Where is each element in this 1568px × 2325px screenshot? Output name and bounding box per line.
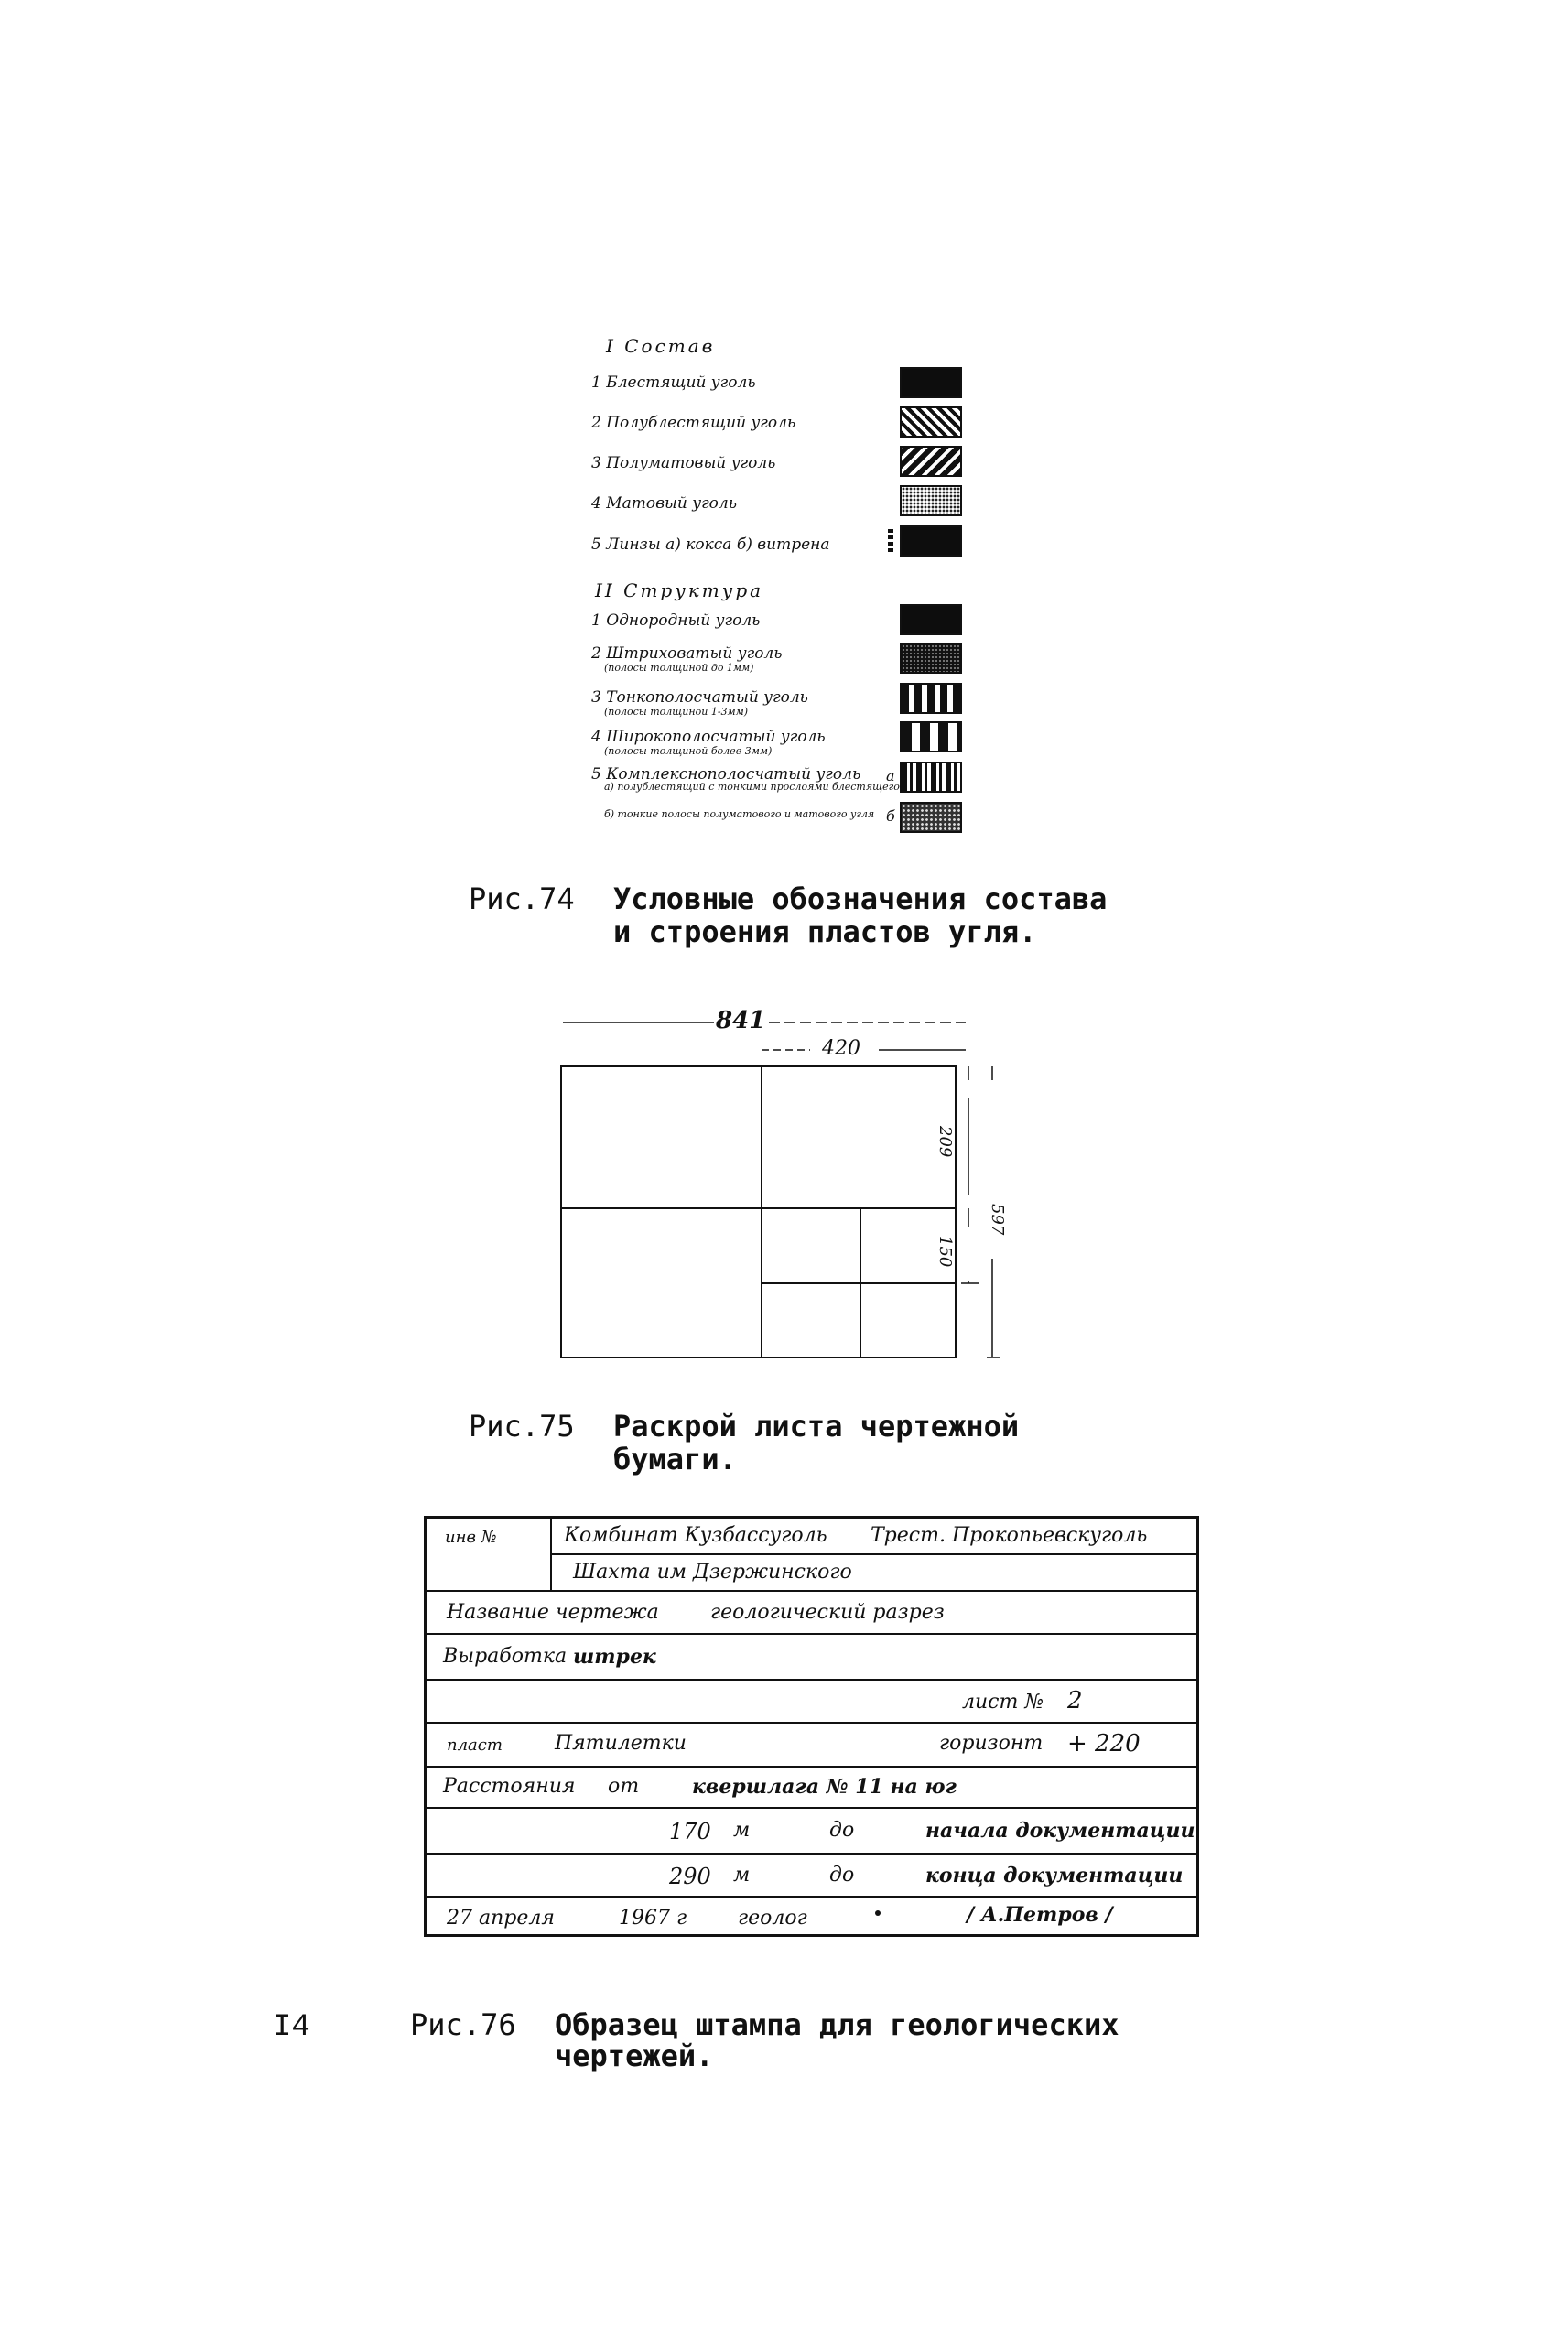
horizon-label: горизонт (939, 1732, 1044, 1755)
sheet-number-label: лист № (962, 1691, 1044, 1714)
distance-start-value: 170 (669, 1819, 711, 1844)
legend-item-label: 2 Штриховатый уголь (591, 644, 783, 663)
figure-76-caption (410, 2008, 516, 2041)
legend-item-label: 3 Полуматовый уголь (591, 454, 776, 472)
legend-item-note: б) тонкие полосы полуматового и матового угля (604, 808, 875, 820)
distance-start-to: до (829, 1819, 855, 1842)
variant-a-marker: а (886, 767, 895, 784)
legend-item-label: 1 Однородный уголь (591, 611, 761, 630)
distance-start-unit: м (733, 1819, 751, 1842)
legend-item-label: 3 Тонкополосчатый уголь (591, 688, 808, 707)
bullet-dot (875, 1910, 881, 1916)
legend-item-label: 1 Блестящий уголь (591, 373, 756, 392)
legend-section-structure-title: II Структура (595, 579, 764, 601)
figure-74-caption (469, 882, 575, 915)
working-value: штрек (573, 1645, 656, 1669)
mine-name: Шахта им Дзержинского (573, 1561, 852, 1584)
uniform-coal-swatch (900, 604, 962, 635)
lenses-swatch (900, 525, 962, 557)
figure-76-number: Рис.76 (410, 2007, 516, 2042)
distance-end-target: конца документации (925, 1864, 1184, 1887)
legend-item-label: 2 Полублестящий уголь (591, 414, 796, 432)
stamp-year: 1967 г (619, 1907, 687, 1930)
working-label: Выработка (443, 1645, 568, 1668)
distances-label: Расстояния (443, 1775, 576, 1798)
paper-cutting-diagram (549, 1007, 1044, 1373)
lens-marker-icon (888, 529, 893, 555)
distance-end-to: до (829, 1864, 855, 1887)
figure-74-caption-line-1: Условные обозначения состава (613, 881, 1108, 916)
figure-75-caption-line-1: Раскрой листа чертежной (613, 1409, 1020, 1444)
dull-coal-swatch (900, 485, 962, 516)
legend-item-label: 5 Комплекснополосчатый уголь (591, 765, 861, 784)
distance-end-unit: м (733, 1864, 751, 1887)
legend-item-label: 5 Линзы а) кокса б) витрена (591, 535, 830, 554)
dimension-209-label: 209 (935, 1126, 955, 1158)
figure-76-caption-line-1: Образец штампа для геологических (555, 2007, 1119, 2042)
legend-item-note: (полосы толщиной до 1мм) (604, 662, 754, 674)
sheet-number-value: 2 (1067, 1687, 1083, 1714)
distance-end-value: 290 (669, 1864, 711, 1889)
from-value: квершлага № 11 на юг (692, 1775, 957, 1799)
wide-banded-coal-swatch (900, 721, 962, 752)
legend-item-note: (полосы толщиной 1-3мм) (604, 706, 749, 718)
drawing-name-value: геологический разрез (710, 1601, 945, 1624)
striated-coal-swatch (900, 643, 962, 674)
figure-75-caption-line-2: бумаги. (613, 1442, 737, 1476)
legend-item-note: а) полублестящий с тонкими прослоями блестящего (604, 781, 900, 793)
figure-75-caption (469, 1410, 575, 1443)
dimension-150-label: 150 (935, 1236, 955, 1268)
dimension-420-label: 420 (822, 1037, 860, 1060)
figure-74-caption-line-2: и строения пластов угля. (613, 914, 1037, 949)
sheet-outline (561, 1066, 956, 1357)
drawing-name-label: Название чертежа (447, 1601, 659, 1624)
figure-74-number: Рис.74 (469, 881, 575, 916)
seam-value: Пятилетки (555, 1732, 687, 1755)
dimension-841-label: 841 (716, 1007, 766, 1034)
combine-name: Комбинат Кузбассуголь (564, 1524, 827, 1547)
figure-75-number: Рис.75 (469, 1409, 575, 1444)
geologist-label: геолог (738, 1907, 807, 1930)
from-label: от (608, 1775, 640, 1798)
variant-b-marker: б (886, 807, 895, 825)
distance-start-target: начала документации (925, 1819, 1195, 1843)
inventory-number-label: инв № (445, 1528, 497, 1547)
stamp-date: 27 апреля (447, 1907, 555, 1930)
legend-item-label: 4 Широкополосчатый уголь (591, 728, 826, 746)
legend-item-label: 4 Матовый уголь (591, 494, 737, 513)
page-number: I4 (273, 2010, 310, 2045)
geologist-name: / А.Петров / (967, 1903, 1113, 1927)
complex-banded-coal-b-swatch (900, 802, 962, 833)
legend-item-note: (полосы толщиной более 3мм) (604, 745, 773, 757)
bright-coal-swatch (900, 367, 962, 398)
seam-label: пласт (447, 1736, 503, 1755)
figure-76-caption-line-2: чертежей. (555, 2038, 714, 2073)
semi-bright-coal-swatch (900, 406, 962, 438)
geological-drawing-stamp (424, 1516, 1199, 1937)
trust-name: Трест. Прокопьевскуголь (871, 1524, 1148, 1547)
semi-dull-coal-swatch (900, 446, 962, 477)
dimension-597-label: 597 (988, 1204, 1007, 1236)
complex-banded-coal-a-swatch (900, 762, 962, 793)
horizon-value: + 220 (1067, 1730, 1141, 1757)
legend-section-composition-title: I Состав (606, 335, 716, 357)
thin-banded-coal-swatch (900, 683, 962, 714)
